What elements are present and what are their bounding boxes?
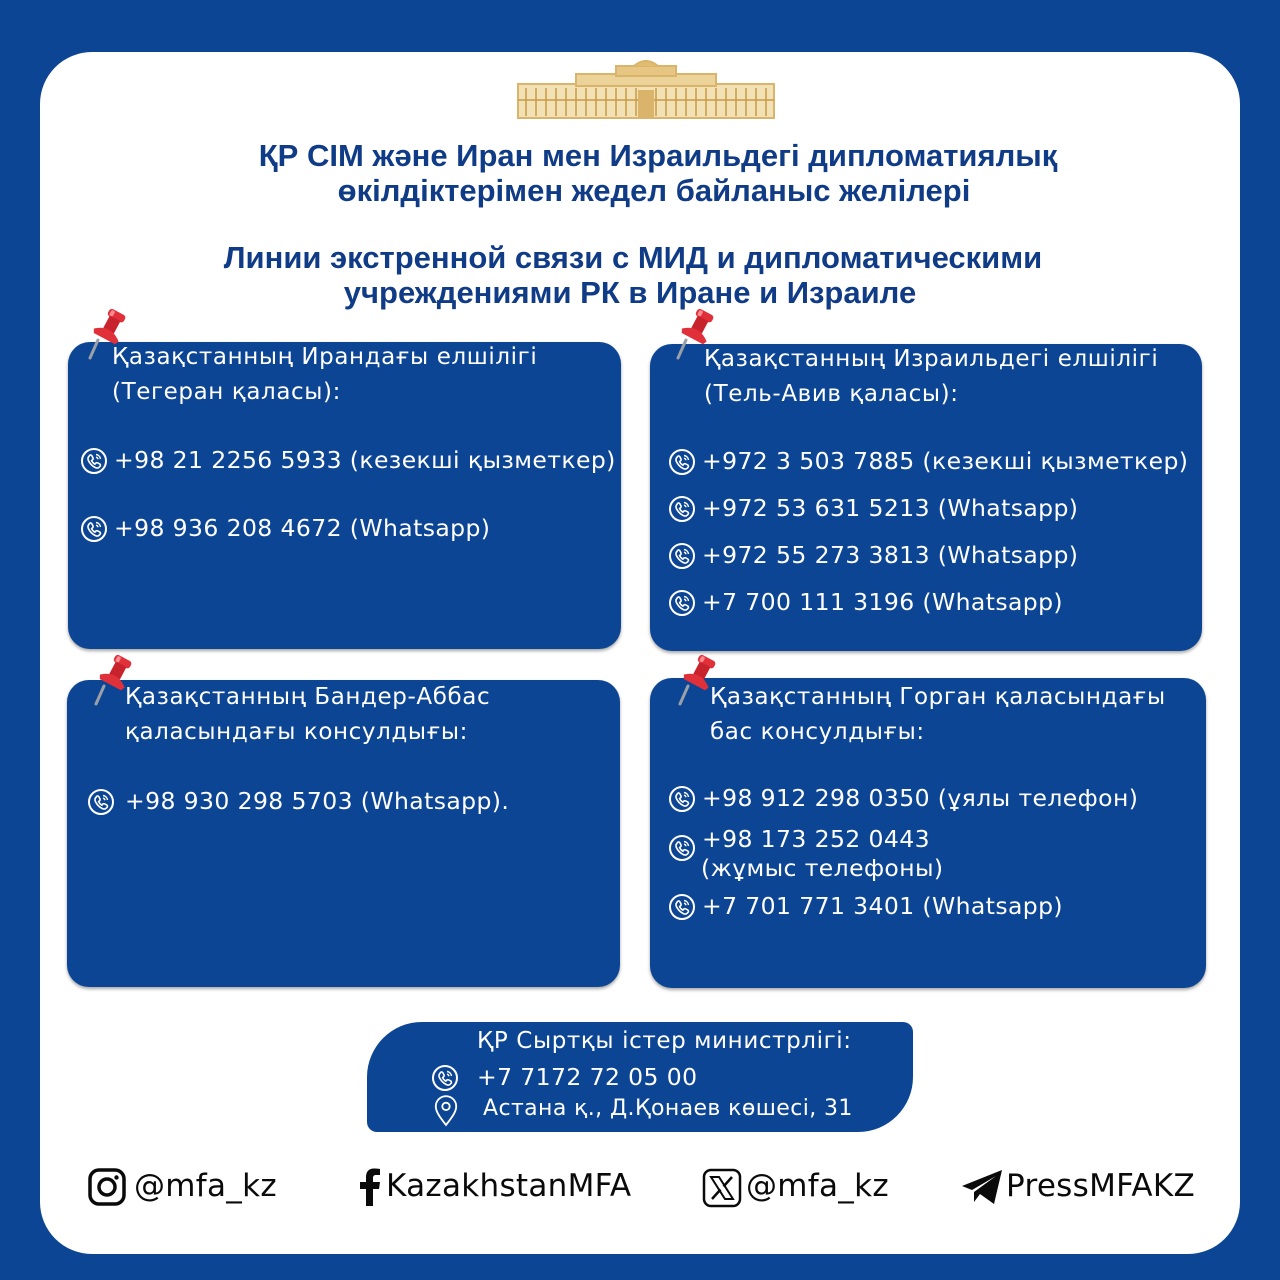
title-ru-line1: Линии экстренной связи с МИД и дипломатическими xyxy=(223,240,1043,275)
ministry-address: Астана қ., Д.Қонаев көшесі, 31 xyxy=(483,1096,853,1121)
phone-number: +98 930 298 5703 (Whatsapp). xyxy=(125,787,510,815)
phone-icon xyxy=(80,515,108,543)
embassy-israel-name-line2: (Тель-Авив қаласы): xyxy=(704,381,959,407)
phone-icon xyxy=(87,788,115,816)
ministry-phone: +7 7172 72 05 00 xyxy=(477,1063,698,1091)
consulate-bandar-name-line1: Қазақстанның Бандер-Аббас xyxy=(125,684,491,710)
x-link[interactable] xyxy=(702,1166,902,1206)
x-icon xyxy=(702,1168,742,1208)
phone-number: +98 21 2256 5933 (кезекші қызметкер) xyxy=(114,446,616,474)
embassy-iran-name-line2: (Тегеран қаласы): xyxy=(112,379,341,405)
phone-icon xyxy=(80,447,108,475)
title-kz-line1: ҚР СІМ және Иран мен Израильдегі дипломатиялық xyxy=(258,138,1058,173)
phone-number: +98 936 208 4672 (Whatsapp) xyxy=(114,514,491,542)
instagram-link[interactable] xyxy=(88,1166,288,1206)
embassy-iran-name xyxy=(112,340,537,410)
pushpin-icon xyxy=(676,652,720,706)
location-pin-icon xyxy=(433,1094,459,1128)
phone-icon xyxy=(431,1064,459,1092)
ministry-contact-box xyxy=(367,1022,913,1132)
consulate-bandar-abbas-name xyxy=(125,680,490,750)
consulate-bandar-name-line2: қаласындағы консулдығы: xyxy=(125,719,468,745)
telegram-icon xyxy=(960,1168,1004,1206)
phone-number: +98 173 252 0443 xyxy=(702,825,930,853)
embassy-israel-box xyxy=(650,344,1202,651)
phone-icon xyxy=(668,542,696,570)
pushpin-icon xyxy=(92,652,136,706)
facebook-icon xyxy=(358,1168,382,1206)
consulate-gorgan-name-line2: бас консулдығы: xyxy=(710,719,925,745)
consulate-gorgan-name xyxy=(710,680,1166,750)
phone-icon xyxy=(668,495,696,523)
x-handle: @mfa_kz xyxy=(746,1168,889,1204)
title-kazakh xyxy=(0,138,1280,208)
consulate-gorgan-box xyxy=(650,678,1206,988)
phone-number: +98 912 298 0350 (ұялы телефон) xyxy=(702,784,1139,812)
phone-icon xyxy=(668,448,696,476)
embassy-iran-box xyxy=(68,342,621,649)
title-russian xyxy=(0,240,1280,310)
consulate-bandar-abbas-box xyxy=(67,680,620,987)
instagram-icon xyxy=(88,1168,126,1206)
telegram-link[interactable] xyxy=(960,1166,1210,1206)
title-kz-line2: өкілдіктерімен жедел байланыс желілері xyxy=(337,173,971,208)
facebook-handle: KazakhstanMFA xyxy=(386,1168,632,1204)
pushpin-icon xyxy=(86,306,130,360)
instagram-handle: @mfa_kz xyxy=(134,1168,277,1204)
phone-number: +972 53 631 5213 (Whatsapp) xyxy=(702,494,1079,522)
phone-number: +7 701 771 3401 (Whatsapp) xyxy=(702,892,1063,920)
title-ru-line2: учреждениями РК в Иране и Израиле xyxy=(343,275,917,310)
embassy-israel-name-line1: Қазақстанның Израильдегі елшілігі xyxy=(704,346,1159,372)
embassy-iran-name-line1: Қазақстанның Ирандағы елшілігі xyxy=(112,344,538,370)
telegram-handle: PressMFAKZ xyxy=(1006,1168,1196,1204)
pushpin-icon xyxy=(674,306,718,360)
phone-icon xyxy=(668,893,696,921)
facebook-link[interactable] xyxy=(358,1166,648,1206)
phone-number-note: (жұмыс телефоны) xyxy=(701,854,944,882)
ministry-building-logo xyxy=(516,60,776,122)
phone-icon xyxy=(668,785,696,813)
phone-icon xyxy=(668,589,696,617)
consulate-gorgan-name-line1: Қазақстанның Горган қаласындағы xyxy=(710,684,1166,710)
phone-number: +7 700 111 3196 (Whatsapp) xyxy=(702,588,1063,616)
phone-number: +972 3 503 7885 (кезекші қызметкер) xyxy=(702,447,1189,475)
phone-icon xyxy=(668,834,696,862)
embassy-israel-name xyxy=(704,342,1158,412)
ministry-label: ҚР Сыртқы істер министрлігі: xyxy=(477,1028,852,1054)
phone-number: +972 55 273 3813 (Whatsapp) xyxy=(702,541,1079,569)
